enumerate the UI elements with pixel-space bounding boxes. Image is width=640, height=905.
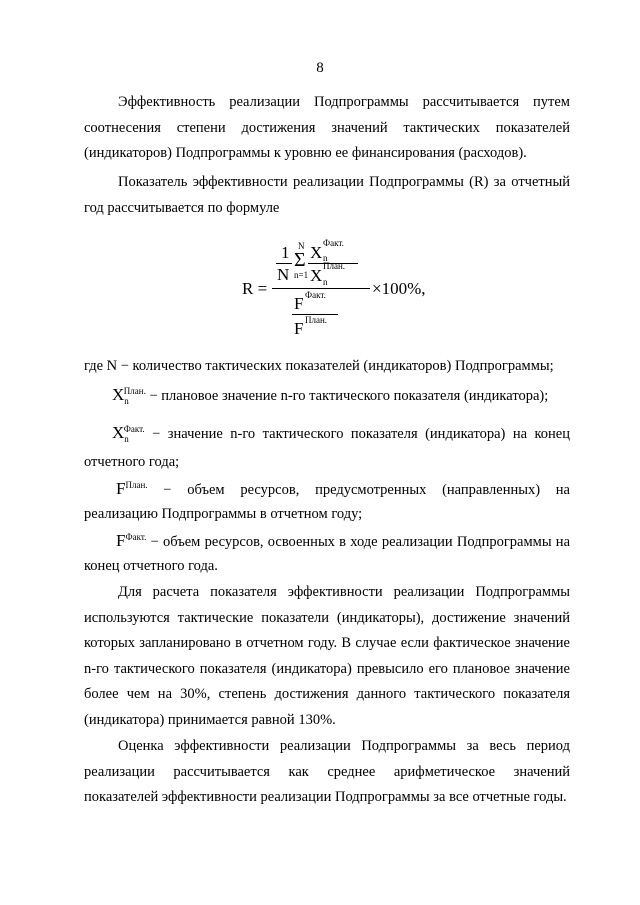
formula-one: 1 — [281, 243, 290, 262]
definition-text: − плановое значение n-го тактического показателя (индикатора); — [149, 388, 549, 404]
text-line: отчетного года; — [84, 454, 180, 470]
formula-times-100: ×100%, — [372, 279, 426, 298]
definition-x-plan — [112, 382, 570, 408]
f-sup: Факт. — [125, 532, 147, 543]
paragraph-4 — [84, 734, 570, 811]
formula-lhs: R = — [242, 279, 268, 298]
definition-f-plan — [116, 476, 570, 502]
x-sup: Факт. — [123, 424, 145, 435]
text-line: n-го тактического показателя (индикатора) превысило его плановое значение — [84, 660, 570, 677]
paragraph-3 — [84, 580, 570, 733]
paragraph-1 — [84, 90, 570, 167]
definition-text: − объем ресурсов, освоенных в ходе реализации Подпрограммы на — [150, 534, 570, 550]
definition-f-plan-cont — [84, 502, 570, 528]
formula-N: N — [277, 265, 290, 284]
text-line: Оценка эффективности реализации Подпрограммы за весь период — [118, 738, 570, 754]
paragraph-2 — [84, 170, 570, 221]
sum-upper-limit: N — [298, 241, 305, 251]
fraction-bar-1-n — [276, 263, 292, 264]
sum-sign: Σ — [294, 249, 306, 271]
text-line: соотнесения степени достижения значений тактических показателей — [84, 119, 570, 136]
f-symbol: F — [116, 531, 126, 550]
text-line: используются тактические показатели (индикаторы), достижение значений — [84, 609, 570, 626]
x-plan-symbol: X — [310, 266, 323, 285]
text-line: (индикатора) принимается равной 130%. — [84, 711, 336, 728]
text-line: где N − количество тактических показателей (индикаторов) Подпрограммы; — [84, 358, 554, 374]
text-line: Для расчета показателя эффективности реализации Подпрограммы — [118, 584, 570, 600]
x-symbol: X — [112, 385, 125, 404]
definition-x-fact — [112, 420, 570, 446]
x-sub: n — [124, 433, 129, 444]
x-plan-sup: План. — [323, 261, 346, 271]
definition-text: − значение n-го тактического показателя (индикатора) на конец — [152, 426, 571, 442]
x-fact-sub: n — [323, 253, 328, 263]
definition-x-fact-cont — [84, 450, 570, 476]
text-line: реализацию Подпрограммы в отчетном году; — [84, 506, 363, 522]
definition-f-fact — [116, 528, 570, 554]
formula — [236, 238, 436, 338]
text-line: (индикаторов) Подпрограммы к уровню ее финансирования (расходов). — [84, 145, 527, 161]
page-number: 8 — [316, 60, 324, 76]
x-plan-sub: n — [323, 277, 328, 287]
text-line: Эффективность реализации Подпрограммы рассчитывается путем — [118, 94, 570, 110]
x-sub: n — [124, 395, 129, 406]
x-sup: План. — [123, 386, 146, 397]
text-line: более чем на 30%, степень достижения данного тактического показателя — [84, 686, 570, 702]
text-line: реализации рассчитывается как среднее арифметическое значений — [84, 763, 570, 780]
text-line: год рассчитывается по формуле — [84, 199, 280, 216]
text-line: которых запланировано в отчетном году. В случае если фактическое значение — [84, 635, 570, 651]
f-fact-symbol: F — [294, 294, 304, 313]
f-fact-sup: Факт. — [305, 290, 326, 300]
x-fact-sup: Факт. — [323, 238, 344, 248]
x-fact-symbol: X — [310, 243, 323, 262]
f-symbol: F — [116, 479, 126, 498]
definition-f-fact-cont — [84, 554, 570, 580]
definition-text: − объем ресурсов, предусмотренных (направленных) на — [163, 482, 570, 498]
text-line: показателей эффективности реализации Подпрограммы за все отчетные годы. — [84, 789, 567, 805]
where-line — [84, 354, 570, 380]
text-line: конец отчетного года. — [84, 558, 218, 574]
f-sup: План. — [125, 480, 148, 491]
f-plan-sup: План. — [305, 315, 328, 325]
f-plan-symbol: F — [294, 319, 304, 338]
sum-lower-limit: n=1 — [294, 270, 309, 280]
main-fraction-bar — [272, 288, 370, 289]
text-line: Показатель эффективности реализации Подпрограммы (R) за отчетный — [118, 174, 570, 190]
x-symbol: X — [112, 423, 125, 442]
